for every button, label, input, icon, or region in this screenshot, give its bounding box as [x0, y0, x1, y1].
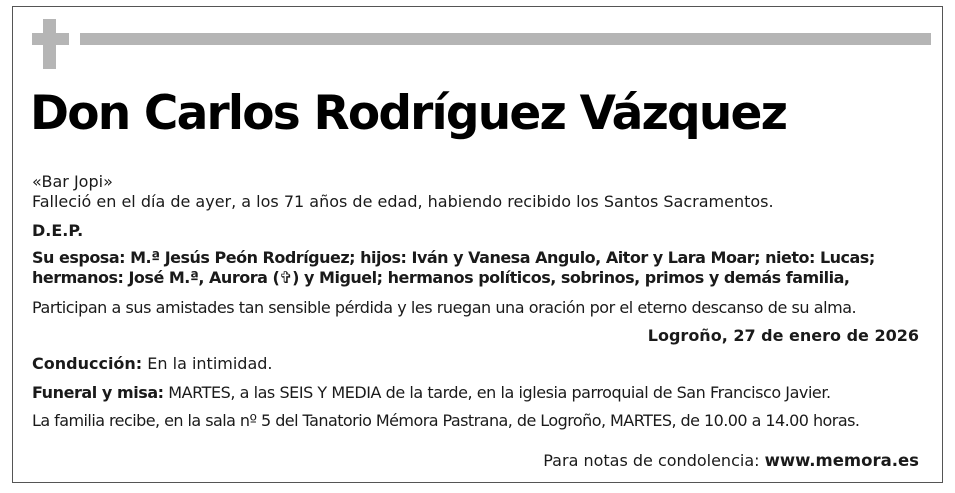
conduccion-line: [32, 354, 273, 373]
receive-line: La familia recibe, en la sala nº 5 del Tanatorio Mémora Pastrana, de Logroño, MARTES, de 10.00 a 14.00 horas.: [32, 411, 860, 430]
header-rule: [80, 33, 931, 45]
condolence-line: [543, 451, 919, 470]
death-line: Falleció en el día de ayer, a los 71 años de edad, habiendo recibido los Santos Sacramentos.: [32, 192, 774, 211]
funeral-line: [32, 383, 831, 402]
condolence-link[interactable]: www.memora.es: [764, 451, 919, 470]
family-line-1: Su esposa: M.ª Jesús Peón Rodríguez; hijos: Iván y Vanesa Angulo, Aitor y Lara Moar; nieto: Lucas;: [32, 248, 875, 267]
conduccion-value: En la intimidad.: [142, 354, 273, 373]
nickname: «Bar Jopi»: [32, 172, 113, 191]
condolence-label: Para notas de condolencia:: [543, 451, 765, 470]
deceased-name: Don Carlos Rodríguez Vázquez: [30, 86, 787, 141]
dep-label: D.E.P.: [32, 221, 84, 240]
place-date: Logroño, 27 de enero de 2026: [647, 326, 919, 345]
funeral-value: MARTES, a las SEIS Y MEDIA de la tarde, en la iglesia parroquial de San Francisco Javier.: [163, 383, 831, 402]
request-line: Participan a sus amistades tan sensible pérdida y les ruegan una oración por el eterno descanso de su alma.: [32, 298, 857, 317]
family-line-2: hermanos: José M.ª, Aurora (✞) y Miguel; hermanos políticos, sobrinos, primos y demás familia,: [32, 268, 850, 287]
conduccion-label: Conducción:: [32, 354, 143, 373]
funeral-label: Funeral y misa:: [32, 383, 164, 402]
cross-icon-arm: [32, 33, 69, 45]
